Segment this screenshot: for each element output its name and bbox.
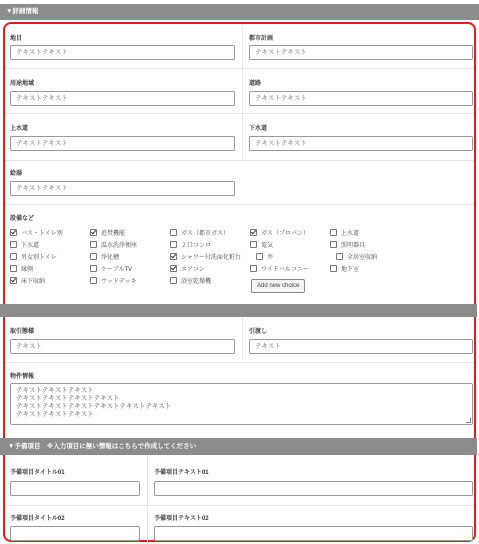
facility-2-burner[interactable]: ２口コンロ	[170, 240, 211, 249]
checkbox[interactable]	[250, 229, 257, 236]
checkbox[interactable]	[10, 229, 17, 236]
column-divider	[242, 318, 243, 360]
facility-propane-gas[interactable]: ガス（プロパン）	[250, 228, 309, 237]
hikiwatashi-input[interactable]: テキスト	[249, 339, 473, 354]
facility-electric[interactable]: 電気	[250, 240, 273, 249]
row-divider	[5, 505, 474, 506]
checkbox[interactable]	[10, 253, 17, 260]
josuido-input[interactable]: テキストテキスト	[10, 136, 235, 151]
row-divider	[5, 362, 474, 363]
row-divider	[5, 204, 474, 205]
checkbox[interactable]	[90, 229, 97, 236]
resize-handle-icon[interactable]	[466, 418, 471, 423]
reserve-text-02-input[interactable]	[154, 526, 473, 541]
kyuto-label: 給湯	[10, 171, 23, 177]
facility-all-room-storage[interactable]: 全居室収納	[336, 252, 377, 261]
property-info-line: テキストテキストテキスト	[16, 411, 94, 418]
facility-engawa[interactable]: 縁側	[10, 264, 33, 273]
facility-well[interactable]: 井	[256, 252, 273, 261]
facility-city-gas[interactable]: ガス（都市ガス）	[170, 228, 229, 237]
hikiwatashi-label: 引渡し	[249, 329, 268, 335]
torihiki-taiyo-label: 取引態様	[10, 329, 35, 335]
josuido-label: 上水道	[10, 126, 29, 132]
property-info-line: テキストテキストテキストテキストテキストテキスト	[16, 403, 172, 410]
checkbox[interactable]	[330, 229, 337, 236]
facility-wood-deck[interactable]: ウッドデッキ	[90, 276, 137, 285]
checkbox[interactable]	[330, 265, 337, 272]
facilities-label: 設備など	[10, 216, 35, 222]
facility-basement[interactable]: 地下室	[330, 264, 359, 273]
section-separator-bar	[0, 304, 477, 317]
doro-input[interactable]: テキストテキスト	[249, 91, 473, 106]
facility-lighting[interactable]: 照明器具	[330, 240, 365, 249]
checkbox[interactable]	[90, 265, 97, 272]
checkbox[interactable]	[170, 253, 177, 260]
row-divider	[5, 160, 474, 161]
column-divider	[242, 26, 243, 160]
row-divider	[5, 68, 474, 69]
property-info-textarea[interactable]	[10, 383, 473, 425]
checkbox[interactable]	[10, 265, 17, 272]
gesuido-input[interactable]: テキストテキスト	[249, 136, 473, 151]
facility-septic-tank[interactable]: 浄化槽	[90, 252, 119, 261]
checkbox[interactable]	[170, 265, 177, 272]
checkbox[interactable]	[10, 241, 17, 248]
checkbox[interactable]	[90, 253, 97, 260]
reserve-section-header[interactable]: ▼予備項目 ※入力項目に無い情報はこちらで作成してください	[0, 438, 477, 455]
reserve-text-01-label: 予備項目テキスト01	[154, 470, 209, 476]
checkbox[interactable]	[170, 229, 177, 236]
checkbox[interactable]	[90, 277, 97, 284]
property-info-label: 物件情報	[10, 374, 35, 380]
facility-shower-vanity[interactable]: シャワー付洗面化粧台	[170, 252, 241, 261]
facility-aircon[interactable]: エアコン	[170, 264, 205, 273]
checkbox[interactable]	[250, 241, 257, 248]
toshi-keikaku-input[interactable]: テキストテキスト	[249, 45, 473, 60]
facility-cable-tv[interactable]: ケーブルTV	[90, 264, 132, 273]
checkbox[interactable]	[256, 253, 263, 260]
facility-josuido[interactable]: 上水道	[330, 228, 359, 237]
facility-underfloor-storage[interactable]: 床下収納	[10, 276, 45, 285]
torihiki-taiyo-input[interactable]: テキスト	[10, 339, 235, 354]
yoto-chiiki-input[interactable]: テキストテキスト	[10, 91, 235, 106]
toshi-keikaku-label: 都市計画	[249, 36, 274, 42]
reserve-title-01-input[interactable]	[10, 481, 140, 496]
facility-washlet[interactable]: 温水洗浄便座	[90, 240, 137, 249]
yoto-chiiki-label: 用途地域	[10, 81, 35, 87]
property-info-line: テキストテキストテキスト	[16, 387, 94, 394]
reserve-title-02-input[interactable]	[10, 526, 140, 541]
checkbox[interactable]	[250, 265, 257, 272]
detail-info-header[interactable]: ▼詳細情報	[0, 4, 479, 20]
doro-label: 道路	[249, 81, 262, 87]
checkbox[interactable]	[10, 277, 17, 284]
reserve-text-02-label: 予備項目テキスト02	[154, 516, 209, 522]
column-divider	[147, 456, 148, 542]
add-new-choice-button[interactable]: Add new choice	[251, 279, 305, 293]
reserve-title-02-label: 予備項目タイトル02	[10, 516, 65, 522]
facility-oidaki[interactable]: 追焚機能	[90, 228, 125, 237]
row-divider	[5, 113, 474, 114]
reserve-title-01-label: 予備項目タイトル01	[10, 470, 65, 476]
checkbox[interactable]	[336, 253, 343, 260]
gesuido-label: 下水道	[249, 126, 268, 132]
kyuto-input[interactable]: テキストテキスト	[10, 181, 235, 196]
chimoku-label: 地目	[10, 36, 23, 42]
property-info-line: テキストテキストテキストテキスト	[16, 395, 120, 402]
checkbox[interactable]	[170, 241, 177, 248]
facility-separate-toilet[interactable]: 男女別トイレ	[10, 252, 57, 261]
reserve-text-01-input[interactable]	[154, 481, 473, 496]
chimoku-input[interactable]: テキストテキスト	[10, 45, 235, 60]
checkbox[interactable]	[170, 277, 177, 284]
facility-bath-dryer[interactable]: 浴室乾燥機	[170, 276, 211, 285]
checkbox[interactable]	[90, 241, 97, 248]
facility-gesuido[interactable]: 下水道	[10, 240, 39, 249]
checkbox[interactable]	[330, 241, 337, 248]
facility-bath-toilet[interactable]: バス・トイレ別	[10, 228, 63, 237]
facility-wide-balcony[interactable]: ワイドバルコニー	[250, 264, 309, 273]
